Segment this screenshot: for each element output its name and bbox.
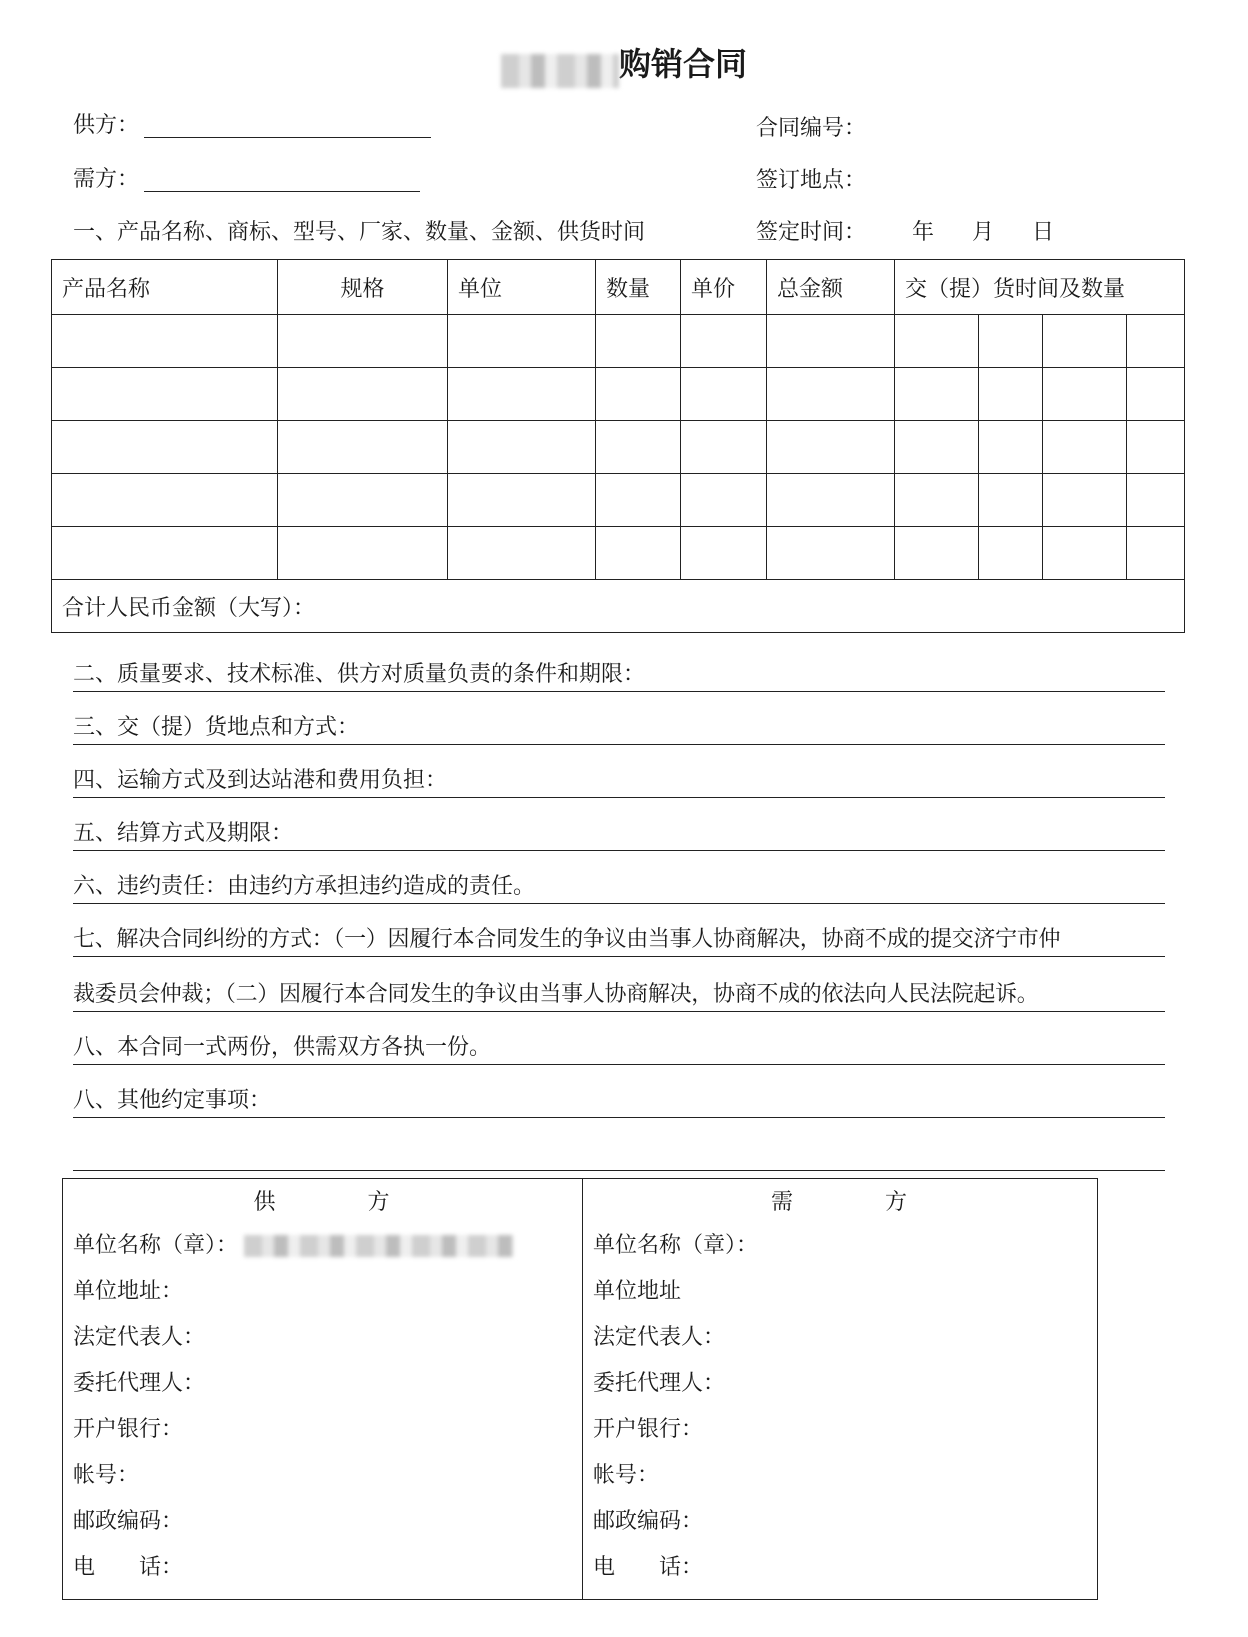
header-delivery-time: 交（提）货时间及数量: [895, 260, 1185, 315]
table-cell[interactable]: [979, 474, 1043, 527]
header-unit: 单位: [448, 260, 596, 315]
year-label: 年: [912, 220, 935, 245]
buyer-signature-block: [583, 1179, 1098, 1600]
table-cell[interactable]: [448, 527, 596, 580]
clause-delivery: 三、交（提）货地点和方式：: [73, 714, 1165, 745]
total-amount-label: 合计人民币金额（大写）：: [52, 580, 1185, 633]
table-cell[interactable]: [596, 474, 681, 527]
table-cell[interactable]: [1127, 421, 1185, 474]
table-cell[interactable]: [278, 421, 448, 474]
sign-place-label: 签订地点：: [756, 168, 867, 193]
table-row: [52, 527, 1185, 580]
table-cell[interactable]: [596, 527, 681, 580]
buyer-blank[interactable]: [144, 191, 420, 192]
contract-no-label: 合同编号：: [756, 116, 867, 141]
supplier-legal-rep-label: 法定代表人：: [73, 1325, 206, 1350]
table-cell[interactable]: [681, 315, 767, 368]
header-total-amount: 总金额: [767, 260, 895, 315]
table-cell[interactable]: [767, 527, 895, 580]
table-cell[interactable]: [681, 527, 767, 580]
table-cell[interactable]: [681, 421, 767, 474]
buyer-bank-label: 开户银行：: [593, 1417, 704, 1442]
supplier-postcode-label: 邮政编码：: [73, 1509, 184, 1534]
table-cell[interactable]: [1127, 368, 1185, 421]
table-cell[interactable]: [52, 527, 278, 580]
table-cell[interactable]: [895, 421, 979, 474]
table-cell[interactable]: [278, 315, 448, 368]
supplier-label: 供方：: [73, 113, 140, 138]
table-cell[interactable]: [1043, 421, 1127, 474]
supplier-bank-label: 开户银行：: [73, 1417, 184, 1442]
table-cell[interactable]: [767, 474, 895, 527]
table-cell[interactable]: [767, 315, 895, 368]
supplier-unit-name-row: [73, 1223, 572, 1269]
table-cell[interactable]: [448, 421, 596, 474]
signature-table: [62, 1178, 1098, 1600]
buyer-phone-label: 电 话：: [593, 1555, 704, 1580]
section1-title: 一、产品名称、商标、型号、厂家、数量、金额、供货时间: [73, 220, 646, 245]
table-cell[interactable]: [596, 315, 681, 368]
buyer-label: 需方：: [73, 167, 140, 192]
supplier-heading-b: 方: [367, 1190, 392, 1215]
day-label: 日: [1032, 220, 1055, 245]
redacted-supplier-name: [244, 1235, 514, 1257]
supplier-phone-label: 电 话：: [73, 1555, 184, 1580]
header-product-name: 产品名称: [52, 260, 278, 315]
table-cell[interactable]: [1043, 315, 1127, 368]
clause-liability: 六、违约责任：由违约方承担违约造成的责任。: [73, 873, 1165, 904]
table-cell[interactable]: [979, 368, 1043, 421]
clause-settlement: 五、结算方式及期限：: [73, 820, 1165, 851]
supplier-unit-name-label: 单位名称（章）：: [73, 1233, 239, 1258]
table-cell[interactable]: [681, 474, 767, 527]
clause-transport: 四、运输方式及到达站港和费用负担：: [73, 767, 1165, 798]
contract-title: [0, 44, 1248, 88]
table-row: [52, 474, 1185, 527]
table-row: [52, 315, 1185, 368]
buyer-heading-b: 方: [885, 1190, 910, 1215]
header-unit-price: 单价: [681, 260, 767, 315]
table-cell[interactable]: [1127, 527, 1185, 580]
header-quantity: 数量: [596, 260, 681, 315]
table-row: [52, 368, 1185, 421]
sign-time-label: 签定时间：: [756, 220, 867, 245]
clause-dispute-line2: 裁委员会仲裁；（二）因履行本合同发生的争议由当事人协商解决，协商不成的依法向人民法院起诉。: [73, 981, 1165, 1012]
table-cell[interactable]: [448, 315, 596, 368]
table-cell[interactable]: [52, 474, 278, 527]
table-cell[interactable]: [1043, 474, 1127, 527]
buyer-unit-name-label: 单位名称（章）：: [593, 1233, 759, 1258]
table-cell[interactable]: [979, 421, 1043, 474]
clause-other: 八、其他约定事项：: [73, 1087, 1165, 1118]
table-cell[interactable]: [979, 527, 1043, 580]
table-cell[interactable]: [278, 527, 448, 580]
buyer-heading: [593, 1183, 1087, 1223]
buyer-agent-label: 委托代理人：: [593, 1371, 726, 1396]
clause-quality: 二、质量要求、技术标准、供方对质量负责的条件和期限：: [73, 661, 1165, 692]
supplier-agent-label: 委托代理人：: [73, 1371, 206, 1396]
product-table: [51, 259, 1185, 633]
clause-copies: 八、本合同一式两份，供需双方各执一份。: [73, 1034, 1165, 1065]
supplier-address-label: 单位地址：: [73, 1279, 184, 1304]
buyer-heading-a: 需: [770, 1190, 795, 1215]
table-cell[interactable]: [1043, 527, 1127, 580]
table-cell[interactable]: [278, 368, 448, 421]
table-cell[interactable]: [767, 368, 895, 421]
table-cell[interactable]: [681, 368, 767, 421]
table-cell[interactable]: [1043, 368, 1127, 421]
title-text: 购销合同: [618, 45, 747, 83]
table-cell[interactable]: [1127, 315, 1185, 368]
table-cell[interactable]: [895, 474, 979, 527]
buyer-postcode-label: 邮政编码：: [593, 1509, 704, 1534]
table-cell[interactable]: [767, 421, 895, 474]
supplier-signature-block: [63, 1179, 583, 1600]
buyer-address-label: 单位地址: [593, 1279, 682, 1304]
table-cell[interactable]: [596, 421, 681, 474]
clause-dispute-line1: 七、解决合同纠纷的方式：（一）因履行本合同发生的争议由当事人协商解决，协商不成的提交济宁市仲: [73, 926, 1165, 957]
clause-blank-line[interactable]: [73, 1140, 1165, 1171]
month-label: 月: [972, 220, 995, 245]
total-row: [52, 580, 1185, 633]
table-cell[interactable]: [52, 315, 278, 368]
table-cell[interactable]: [448, 474, 596, 527]
redacted-company-name: [501, 54, 619, 88]
table-cell[interactable]: [596, 368, 681, 421]
table-cell[interactable]: [979, 315, 1043, 368]
table-cell[interactable]: [278, 474, 448, 527]
table-cell[interactable]: [52, 368, 278, 421]
table-header-row: [52, 260, 1185, 315]
buyer-account-label: 帐号：: [593, 1463, 660, 1488]
table-cell[interactable]: [895, 527, 979, 580]
table-cell[interactable]: [1127, 474, 1185, 527]
table-cell[interactable]: [448, 368, 596, 421]
table-cell[interactable]: [52, 421, 278, 474]
buyer-legal-rep-label: 法定代表人：: [593, 1325, 726, 1350]
supplier-blank[interactable]: [144, 137, 431, 138]
supplier-heading: [73, 1183, 572, 1223]
table-cell[interactable]: [895, 315, 979, 368]
table-row: [52, 421, 1185, 474]
table-cell[interactable]: [895, 368, 979, 421]
header-spec: 规格: [278, 260, 448, 315]
supplier-heading-a: 供: [253, 1190, 278, 1215]
supplier-account-label: 帐号：: [73, 1463, 140, 1488]
